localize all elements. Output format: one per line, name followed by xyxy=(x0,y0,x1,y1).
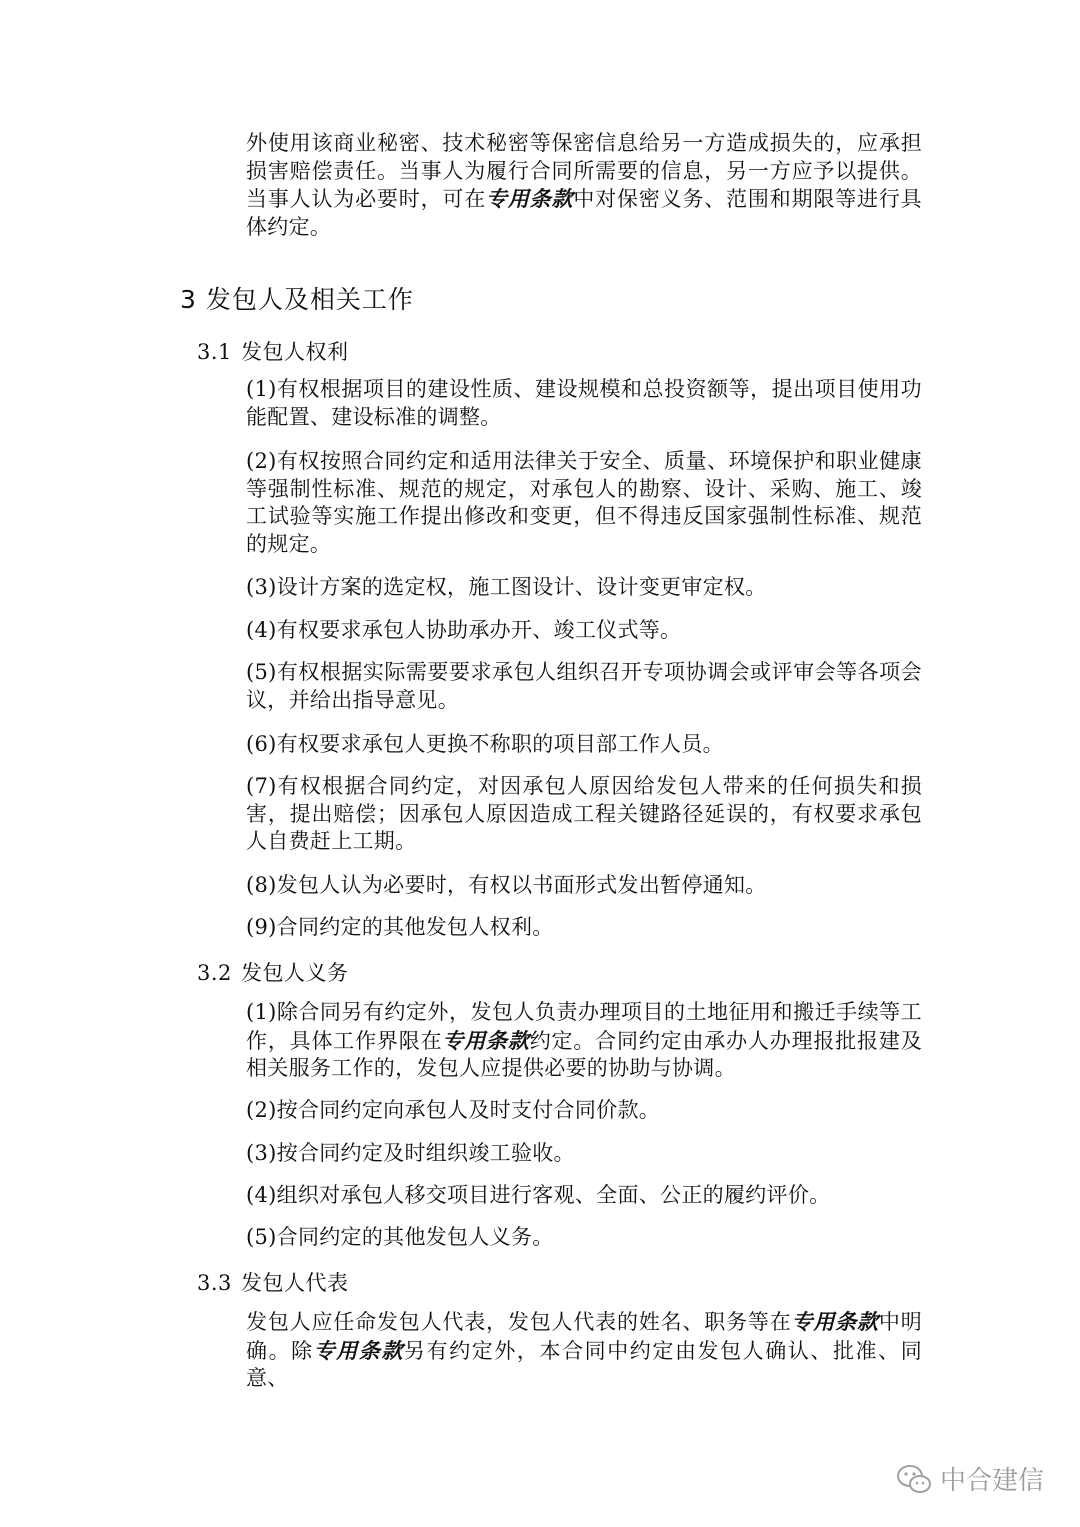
special-terms-term: 专用条款 xyxy=(442,1027,530,1053)
obligation-item-2: (2)按合同约定向承包人及时支付合同价款。 xyxy=(246,1098,661,1122)
watermark xyxy=(896,1460,1044,1497)
subsection-number: 3.3 xyxy=(197,1271,232,1295)
right-item-1: (1)有权根据项目的建设性质、建设规模和总投资额等，提出项目使用功能配置、建设标准的调整。 xyxy=(246,377,922,429)
right-item-5: (5)有权根据实际需要要求承包人组织召开专项协调会或评审会等各项会议，并给出指导意见。 xyxy=(246,660,922,712)
intro-paragraph xyxy=(246,130,922,241)
subsection-label: 发包人代表 xyxy=(241,1271,349,1295)
subsection-title-3-2 xyxy=(197,957,349,987)
subsection-number: 3.1 xyxy=(197,340,232,364)
obligation-item-1-text-a: (1)除合同另有约定外，发包人负责办理项目的土地征用和搬迁手续等工作，具体工作界限在 xyxy=(246,1000,922,1053)
obligation-item-3: (3)按合同约定及时组织竣工验收。 xyxy=(246,1141,575,1165)
right-item-2: (2)有权按照合同约定和适用法律关于安全、质量、环境保护和职业健康等强制性标准、规范的规定，对承包人的勘察、设计、采购、施工、竣工试验等实施工作提出修改和变更，但不得违反国家强制性标准、规范的规定。 xyxy=(246,449,922,556)
representative-text-b: 中明确。除 xyxy=(246,1310,922,1363)
right-item-4: (4)有权要求承包人协助承办开、竣工仪式等。 xyxy=(246,618,682,642)
subsection-title-3-1 xyxy=(197,336,349,366)
subsection-label: 发包人权利 xyxy=(241,340,349,364)
intro-line-3: 当事人认为必要时，可在 xyxy=(246,187,487,211)
representative-text-a: 发包人应任命发包人代表，发包人代表的姓名、职务等在 xyxy=(246,1310,792,1334)
subsection-label: 发包人义务 xyxy=(241,961,349,985)
representative-text-c: 另有约定外，本合同中约定由发包人确认、批准、同意、 xyxy=(246,1338,923,1390)
section-title: 3 发包人及相关工作 xyxy=(180,285,414,314)
obligation-item-1 xyxy=(246,999,922,1083)
wechat-icon xyxy=(896,1463,932,1495)
obligation-item-1-text-b: 约定。合同约定由承办人办理报批报建及相关服务工作的，发包人应提供必要的协助与协调。 xyxy=(246,1028,922,1080)
special-terms-term: 专用条款 xyxy=(486,186,574,211)
obligation-item-5: (5)合同约定的其他发包人义务。 xyxy=(246,1225,554,1249)
right-item-3: (3)设计方案的选定权，施工图设计、设计变更审定权。 xyxy=(246,575,767,599)
subsection-number: 3.2 xyxy=(197,961,232,985)
subsection-title-3-3 xyxy=(197,1267,349,1297)
obligation-item-4: (4)组织对承包人移交项目进行客观、全面、公正的履约评价。 xyxy=(246,1183,831,1207)
special-terms-term: 专用条款 xyxy=(791,1309,879,1334)
right-item-9: (9)合同约定的其他发包人权利。 xyxy=(246,915,554,939)
watermark-text: 中合建信 xyxy=(940,1466,1045,1496)
intro-line-2: 损害赔偿责任。当事人为履行合同所需要的信息，另一方应予以提供。 xyxy=(246,158,922,183)
representative-paragraph xyxy=(246,1308,922,1393)
intro-line-4: 中对保密义务、范围和期限等进行具体约定。 xyxy=(246,187,922,239)
right-item-6: (6)有权要求承包人更换不称职的项目部工作人员。 xyxy=(246,732,724,756)
right-item-7: (7)有权根据合同约定，对因承包人原因给发包人带来的任何损失和损害，提出赔偿；因承包人原因造成工程关键路径延误的，有权要求承包人自费赶上工期。 xyxy=(246,774,922,853)
special-terms-term: 专用条款 xyxy=(313,1337,405,1363)
right-item-8: (8)发包人认为必要时，有权以书面形式发出暂停通知。 xyxy=(246,873,767,897)
intro-line-1: 外使用该商业秘密、技术秘密等保密信息给另一方造成损失的，应承担 xyxy=(246,131,922,155)
